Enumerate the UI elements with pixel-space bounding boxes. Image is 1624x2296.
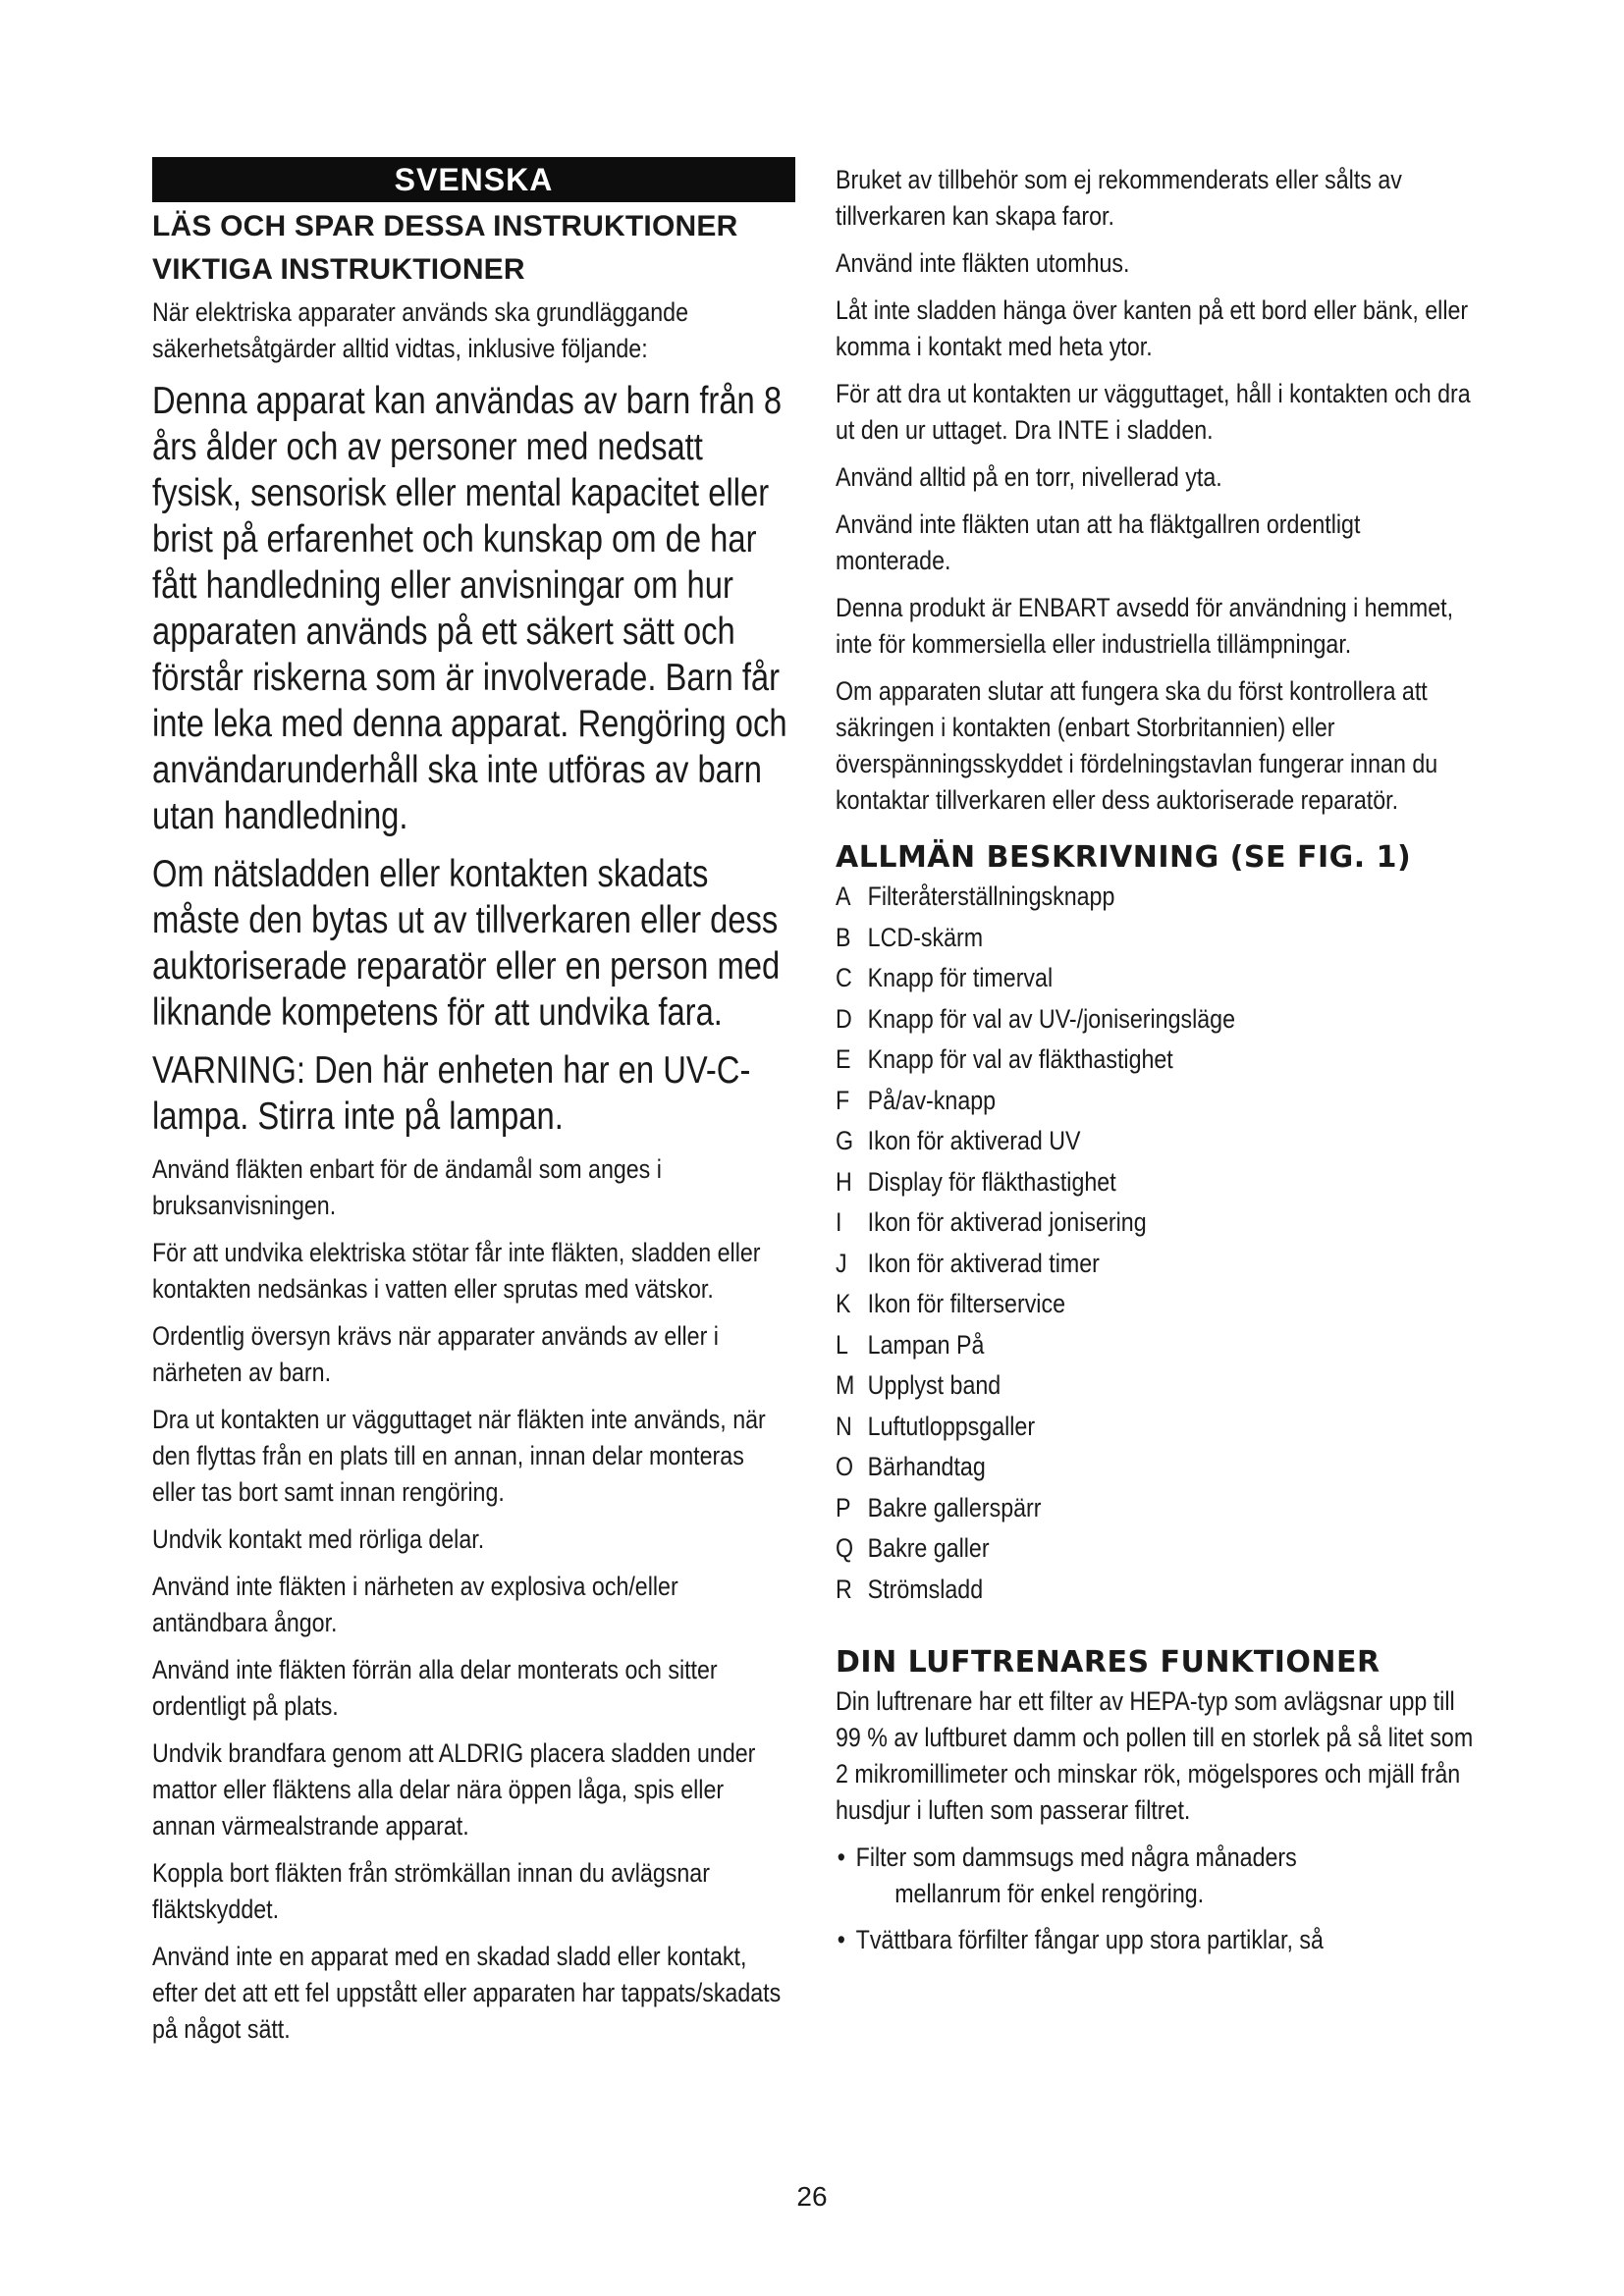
- right-column: [836, 162, 1474, 1968]
- bullet-line: Filter som dammsugs med några månaders: [855, 1842, 1297, 1872]
- instruction-paragraph: Om apparaten slutar att fungera ska du först kontrollera att säkringen i kontakten (enbart Storbritannien) eller överspänningsskyddet i fördelningstavlan fungerar innan du kontaktar tillverkaren eller dess auktoriserade reparatör.: [836, 676, 1438, 815]
- instruction-paragraph: Koppla bort fläkten från strömkällan innan du avlägsnar fläktskyddet.: [152, 1858, 710, 1924]
- part-letter: K: [836, 1289, 851, 1318]
- part-item: [836, 1365, 1474, 1407]
- part-letter: E: [836, 1044, 851, 1074]
- part-letter: N: [836, 1411, 852, 1441]
- part-letter: I: [836, 1207, 842, 1237]
- part-letter: R: [836, 1574, 852, 1604]
- part-letter: O: [836, 1452, 854, 1481]
- heading-important-instructions: VIKTIGA INSTRUKTIONER: [152, 253, 525, 286]
- instruction-paragraph: Denna produkt är ENBART avsedd för användning i hemmet, inte för kommersiella eller industriella tillämpningar.: [836, 593, 1454, 659]
- left-column: [152, 157, 790, 2058]
- parts-list: [836, 877, 1474, 1610]
- instruction-paragraph: Använd inte fläkten förrän alla delar monterats och sitter ordentligt på plats.: [152, 1655, 718, 1721]
- part-label: Strömsladd: [867, 1574, 984, 1604]
- part-label: På/av-knapp: [867, 1085, 997, 1115]
- section-heading-description: ALLMÄN BESKRIVNING (SE FIG. 1): [836, 840, 1412, 875]
- warning-uvc: VARNING: Den här enheten har en UV-C-lampa. Stirra inte på lampan.: [152, 1049, 751, 1138]
- part-item: [836, 1121, 1474, 1162]
- part-letter: G: [836, 1126, 854, 1155]
- functions-bullet-list: [836, 1840, 1474, 1958]
- part-item: [836, 958, 1474, 999]
- part-item: [836, 1162, 1474, 1203]
- part-item: [836, 999, 1474, 1041]
- part-letter: A: [836, 881, 851, 911]
- function-bullet: [836, 1840, 1494, 1912]
- bullet-line: Tvättbara förfilter fångar upp stora partiklar, så: [855, 1925, 1324, 1954]
- part-label: Upplyst band: [867, 1370, 1001, 1400]
- part-item: [836, 1325, 1474, 1366]
- part-item: [836, 1447, 1474, 1488]
- part-letter: P: [836, 1492, 851, 1522]
- instruction-paragraph: Undvik kontakt med rörliga delar.: [152, 1524, 485, 1554]
- part-letter: C: [836, 963, 852, 992]
- part-item: [836, 1488, 1474, 1529]
- part-label: Knapp för val av fläkthastighet: [867, 1044, 1173, 1074]
- section-heading-functions: DIN LUFTRENARES FUNKTIONER: [836, 1645, 1380, 1680]
- part-label: Ikon för filterservice: [867, 1289, 1065, 1318]
- part-letter: F: [836, 1085, 850, 1115]
- part-item: [836, 1284, 1474, 1325]
- part-item: [836, 877, 1474, 918]
- instruction-paragraph: Använd inte en apparat med en skadad sladd eller kontakt, efter det att ett fel uppstått eller apparaten har tappats/skadats på något sätt.: [152, 1942, 782, 2044]
- warning-cord: Om nätsladden eller kontakten skadats måste den bytas ut av tillverkaren eller dess auktoriserade reparatör eller en person med liknande kompetens för att undvika fara.: [152, 853, 781, 1034]
- page-number: 26: [796, 2181, 828, 2212]
- part-letter: M: [836, 1370, 855, 1400]
- intro-paragraph: När elektriska apparater används ska grundläggande säkerhetsåtgärder alltid vidtas, inklusive följande:: [152, 297, 689, 363]
- function-bullet: [836, 1922, 1494, 1958]
- part-label: Bakre galler: [867, 1533, 990, 1563]
- language-banner: SVENSKA: [152, 157, 795, 202]
- part-letter: Q: [836, 1533, 854, 1563]
- part-item: [836, 1244, 1474, 1285]
- instruction-paragraph: Bruket av tillbehör som ej rekommenderats eller sålts av tillverkaren kan skapa faror.: [836, 165, 1402, 231]
- part-letter: B: [836, 922, 851, 952]
- part-label: Luftutloppsgaller: [867, 1411, 1036, 1441]
- warning-children: Denna apparat kan användas av barn från 8 års ålder och av personer med nedsatt fysisk, sensorisk eller mental kapacitet eller brist på erfarenhet och kunskap om de har fått handledning eller anvisningar om hur apparaten används på ett säkert sätt och förstår riskerna som är involverade. Barn får inte leka med denna apparat. Rengöring och användarunderhåll ska inte utföras av barn utan handledning.: [152, 380, 787, 837]
- part-label: Filteråterställningsknapp: [867, 881, 1115, 911]
- instruction-paragraph: Ordentlig översyn krävs när apparater används av eller i närheten av barn.: [152, 1321, 719, 1387]
- part-letter: J: [836, 1248, 847, 1278]
- part-label: Ikon för aktiverad timer: [867, 1248, 1100, 1278]
- part-letter: H: [836, 1166, 852, 1197]
- bullet-dot: •: [837, 1925, 845, 1954]
- part-label: Bärhandtag: [867, 1452, 986, 1481]
- part-label: Ikon för aktiverad jonisering: [867, 1207, 1147, 1237]
- part-item: [836, 1570, 1474, 1611]
- part-letter: L: [836, 1329, 848, 1360]
- instruction-paragraph: Använd alltid på en torr, nivellerad yta.: [836, 462, 1222, 492]
- part-label: Knapp för val av UV-/joniseringsläge: [867, 1003, 1235, 1034]
- instruction-paragraph: Undvik brandfara genom att ALDRIG placera sladden under mattor eller fläktens alla delar nära öppen låga, spis eller annan värmealstrande apparat.: [152, 1738, 756, 1841]
- instruction-paragraph: Använd inte fläkten utan att ha fläktgallren ordentligt monterade.: [836, 509, 1361, 575]
- part-item: [836, 1407, 1474, 1448]
- instruction-paragraph: För att dra ut kontakten ur vägguttaget, håll i kontakten och dra ut den ur uttaget. Dra INTE i sladden.: [836, 379, 1471, 445]
- part-item: [836, 918, 1474, 959]
- bullet-dot: •: [837, 1842, 845, 1872]
- functions-intro: Din luftrenare har ett filter av HEPA-typ som avlägsnar upp till 99 % av luftburet damm och pollen till en storlek på så litet som 2 mikromillimeter och minskar rök, mögelspores och mjäll från husdjur i luften som passerar filtret.: [836, 1686, 1474, 1825]
- bullet-line: mellanrum för enkel rengöring.: [894, 1879, 1205, 1908]
- part-item: [836, 1040, 1474, 1081]
- part-label: Display för fläkthastighet: [867, 1166, 1116, 1197]
- heading-read-and-save: LÄS OCH SPAR DESSA INSTRUKTIONER: [152, 210, 738, 242]
- part-label: LCD-skärm: [867, 922, 984, 952]
- part-label: Knapp för timerval: [867, 963, 1054, 992]
- part-label: Lampan På: [867, 1329, 985, 1360]
- instruction-paragraph: Dra ut kontakten ur vägguttaget när fläkten inte används, när den flyttas från en plats till en annan, innan delar monteras eller tas bort samt innan rengöring.: [152, 1405, 766, 1507]
- part-letter: D: [836, 1003, 852, 1034]
- instruction-paragraph: Använd fläkten enbart för de ändamål som anges i bruksanvisningen.: [152, 1154, 662, 1220]
- instruction-paragraph: För att undvika elektriska stötar får inte fläkten, sladden eller kontakten nedsänkas i vatten eller sprutas med vätskor.: [152, 1238, 761, 1304]
- part-item: [836, 1081, 1474, 1122]
- part-label: Ikon för aktiverad UV: [867, 1126, 1081, 1155]
- instruction-paragraph: Låt inte sladden hänga över kanten på ett bord eller bänk, eller komma i kontakt med heta ytor.: [836, 295, 1469, 361]
- instruction-paragraph: Använd inte fläkten utomhus.: [836, 248, 1130, 278]
- part-item: [836, 1202, 1474, 1244]
- instruction-paragraph: Använd inte fläkten i närheten av explosiva och/eller antändbara ångor.: [152, 1572, 678, 1637]
- part-item: [836, 1528, 1474, 1570]
- part-label: Bakre gallerspärr: [867, 1492, 1042, 1522]
